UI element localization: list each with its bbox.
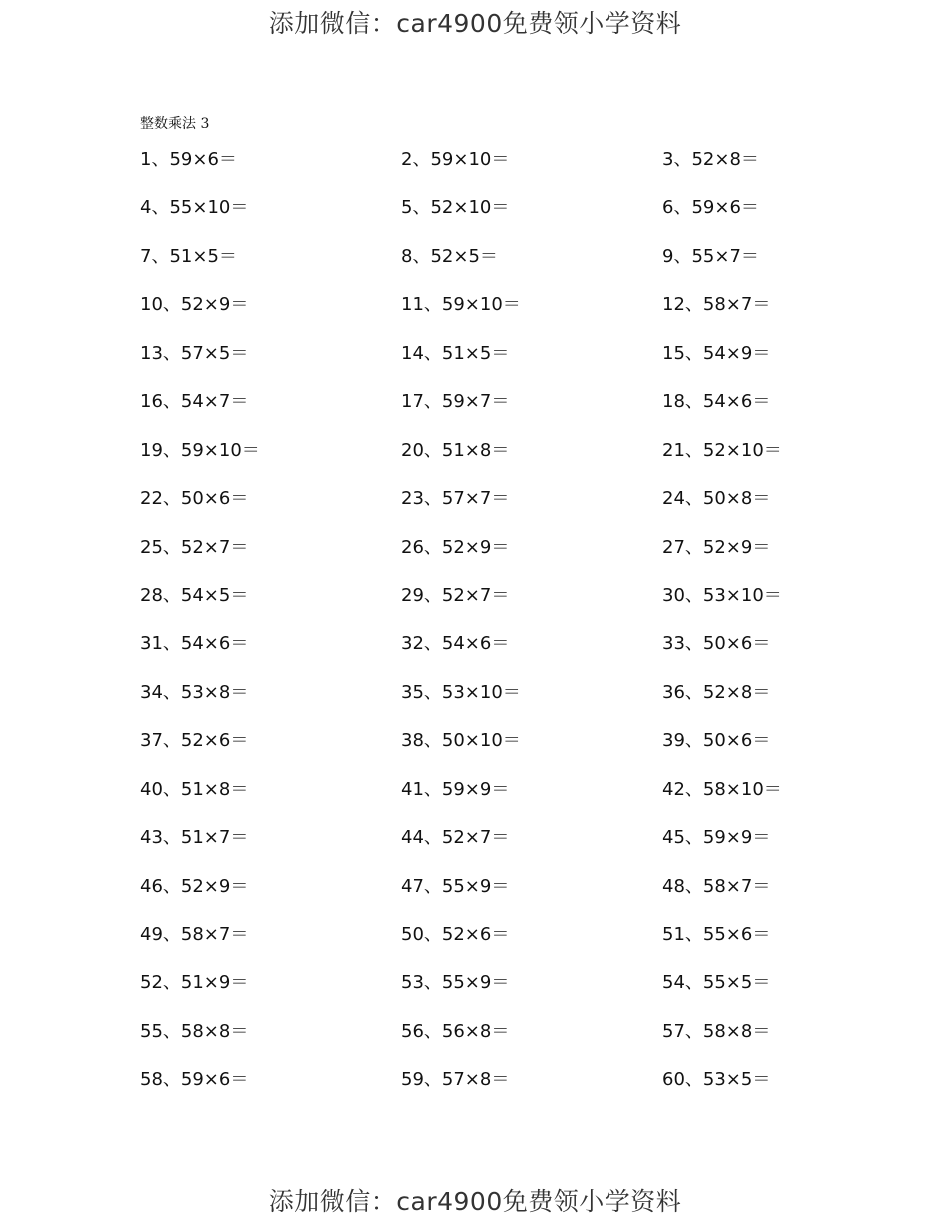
problem-item: 52、51×9＝ (140, 972, 249, 994)
problem-item: 12、58×7＝ (662, 294, 771, 316)
problem-item: 41、59×9＝ (401, 778, 510, 800)
problem-item: 18、54×6＝ (662, 391, 771, 413)
problem-item: 24、50×8＝ (662, 488, 771, 510)
problem-item: 43、51×7＝ (140, 827, 249, 849)
problem-item: 15、54×9＝ (662, 342, 771, 364)
problem-item: 51、55×6＝ (662, 924, 771, 945)
problem-item: 19、59×10＝ (140, 439, 260, 461)
problem-item: 13、57×5＝ (140, 342, 249, 364)
problem-item: 45、59×9＝ (662, 827, 771, 849)
problem-item: 50、52×6＝ (401, 924, 510, 945)
problem-grid (140, 145, 900, 1114)
problem-item: 53、55×9＝ (401, 972, 510, 994)
problem-item: 14、51×5＝ (401, 342, 510, 364)
problem-item: 33、50×6＝ (662, 633, 771, 655)
clipped-header-line (0, 44, 950, 54)
problem-item: 17、59×7＝ (401, 391, 510, 413)
problem-item: 2、59×10＝ (401, 149, 510, 170)
problem-item: 9、55×7＝ (662, 245, 759, 267)
problem-item: 21、52×10＝ (662, 439, 782, 461)
problem-item: 29、52×7＝ (401, 584, 510, 606)
problem-item: 42、58×10＝ (662, 778, 782, 800)
problem-item: 5、52×10＝ (401, 197, 510, 219)
problem-item: 60、53×5＝ (662, 1069, 771, 1091)
problem-item: 26、52×9＝ (401, 536, 510, 558)
problem-item: 55、58×8＝ (140, 1020, 249, 1042)
problem-item: 6、59×6＝ (662, 197, 759, 219)
worksheet-title: 整数乘法 3 (140, 116, 210, 132)
problem-item: 37、52×6＝ (140, 730, 249, 752)
problem-item: 54、55×5＝ (662, 972, 771, 994)
problem-item: 27、52×9＝ (662, 536, 771, 558)
problem-item: 46、52×9＝ (140, 875, 249, 897)
problem-item: 16、54×7＝ (140, 391, 249, 413)
problem-item: 59、57×8＝ (401, 1069, 510, 1091)
problem-item: 39、50×6＝ (662, 730, 771, 752)
watermark-banner-top: 添加微信：car4900免费领小学资料 (268, 9, 682, 38)
problem-item: 44、52×7＝ (401, 827, 510, 849)
problem-item: 25、52×7＝ (140, 536, 249, 558)
problem-item: 23、57×7＝ (401, 488, 510, 510)
problem-item: 34、53×8＝ (140, 681, 249, 703)
problem-item: 57、58×8＝ (662, 1020, 771, 1042)
problem-item: 4、55×10＝ (140, 197, 249, 219)
problem-item: 58、59×6＝ (140, 1069, 249, 1091)
problem-item: 22、50×6＝ (140, 488, 249, 510)
problem-item: 40、51×8＝ (140, 778, 249, 800)
watermark-banner-bottom: 添加微信：car4900免费领小学资料 (268, 1187, 682, 1216)
problem-item: 8、52×5＝ (401, 245, 498, 267)
problem-item: 49、58×7＝ (140, 924, 249, 945)
problem-item: 30、53×10＝ (662, 584, 782, 606)
problem-item: 7、51×5＝ (140, 245, 237, 267)
problem-item: 20、51×8＝ (401, 439, 510, 461)
problem-item: 56、56×8＝ (401, 1020, 510, 1042)
problem-item: 1、59×6＝ (140, 149, 237, 170)
problem-item: 31、54×6＝ (140, 633, 249, 655)
problem-item: 35、53×10＝ (401, 681, 521, 703)
problem-item: 3、52×8＝ (662, 149, 759, 170)
problem-item: 11、59×10＝ (401, 294, 521, 316)
problem-item: 47、55×9＝ (401, 875, 510, 897)
problem-item: 38、50×10＝ (401, 730, 521, 752)
problem-item: 32、54×6＝ (401, 633, 510, 655)
problem-item: 48、58×7＝ (662, 875, 771, 897)
problem-item: 36、52×8＝ (662, 681, 771, 703)
problem-item: 28、54×5＝ (140, 584, 249, 606)
problem-item: 10、52×9＝ (140, 294, 249, 316)
